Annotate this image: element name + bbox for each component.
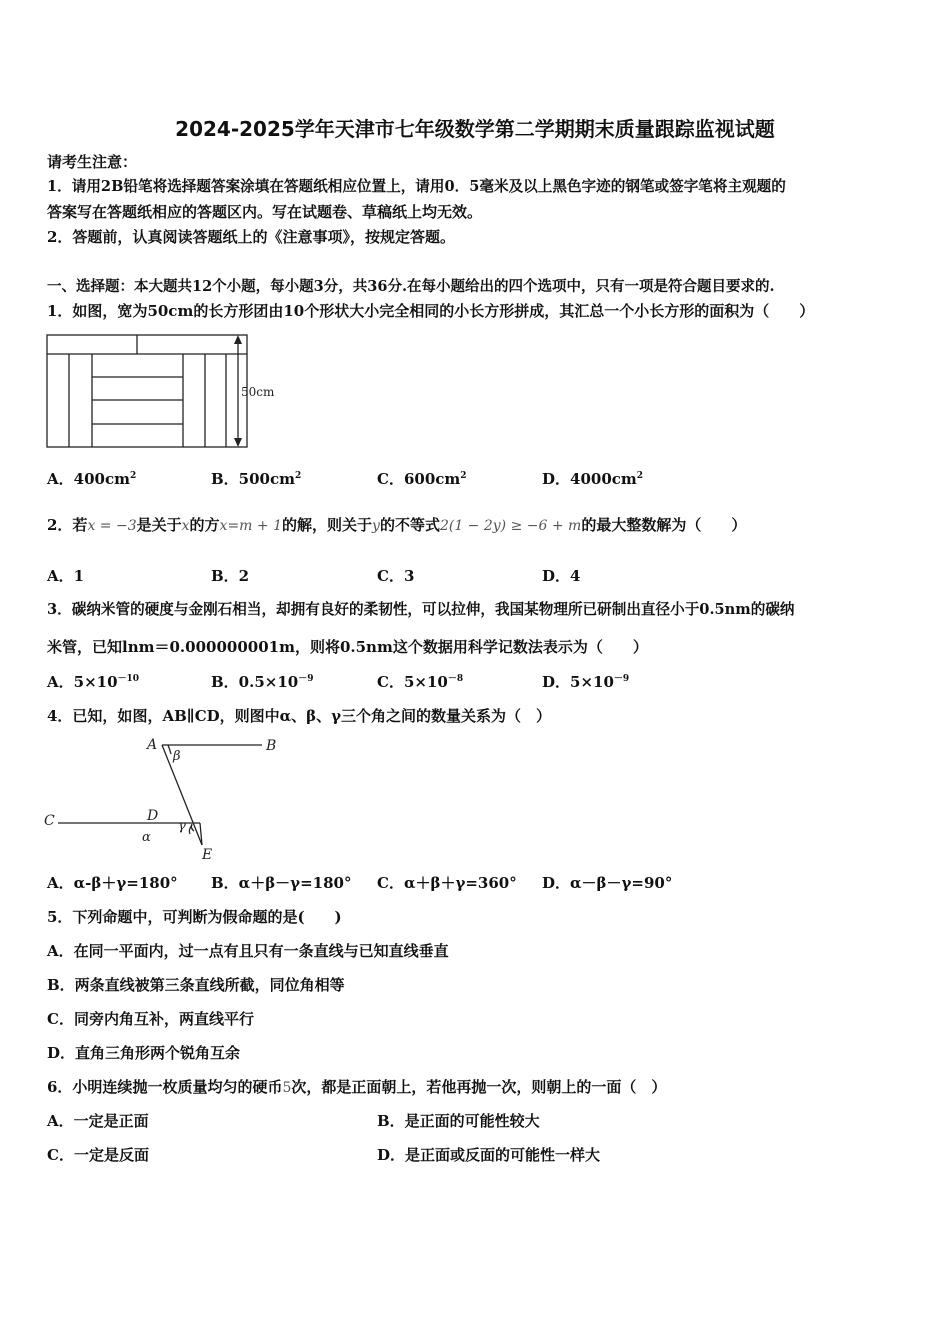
q4-stem: 4．已知，如图，AB∥CD，则图中α、β、γ三个角之间的数量关系为（ ） bbox=[47, 707, 552, 725]
q2-stem: 2．若x = −3是关于x的方x=m + 1的解，则关于y的不等式2(1 − 2y) ≥ −6 + m的最大整数解为（ ） bbox=[47, 516, 747, 534]
q1-option-a[interactable]: A．$400cm^2$ bbox=[47, 470, 137, 488]
notice-line-2: 答案写在答题纸相应的答题区内。写在试题卷、草稿纸上均无效。 bbox=[47, 203, 483, 221]
svg-text:D: D bbox=[147, 808, 159, 824]
page-title: 2024-2025学年天津市七年级数学第二学期期末质量跟踪监视试题 bbox=[175, 117, 775, 141]
q1-rectangle-figure bbox=[40, 330, 290, 455]
notice-heading: 请考生注意： bbox=[47, 153, 138, 171]
q4-parallel-lines-figure bbox=[40, 730, 290, 865]
q6-option-b[interactable]: B．是正面的可能性较大 bbox=[377, 1112, 540, 1130]
svg-text:C: C bbox=[44, 813, 55, 829]
q3-option-d[interactable]: D．$5\times 10^{-9}$ bbox=[542, 673, 630, 691]
svg-text:β: β bbox=[173, 749, 181, 764]
q4-option-c[interactable]: C．α＋β＋γ=360° bbox=[377, 874, 517, 892]
q5-option-b[interactable]: B．两条直线被第三条直线所截，同位角相等 bbox=[47, 976, 345, 994]
svg-text:B: B bbox=[266, 738, 277, 754]
q3-stem-line-2: 米管，已知lnm＝0.000000001m，则将0.5nm这个数据用科学记数法表示为（ ） bbox=[47, 638, 648, 656]
q3-option-b[interactable]: B．$0.5\times 10^{-9}$ bbox=[211, 673, 314, 691]
q1-stem: 1．如图，宽为50cm的长方形团由10个形状大小完全相同的小长方形拼成，其汇总一个小长方形的面积为（ ） bbox=[47, 302, 815, 320]
q2-option-b[interactable]: B．2 bbox=[211, 567, 250, 585]
q2-option-a[interactable]: A．1 bbox=[47, 567, 85, 585]
q1-option-c[interactable]: C．$600cm^2$ bbox=[377, 470, 467, 488]
q6-stem: 6．小明连续抛一枚质量均匀的硬币5次，都是正面朝上，若他再抛一次，则朝上的一面（ ） bbox=[47, 1078, 667, 1096]
section-heading: 一、选择题：本大题共12个小题，每小题3分，共36分.在每小题给出的四个选项中，只有一项是符合题目要求的. bbox=[47, 278, 775, 295]
q2-option-c[interactable]: C．3 bbox=[377, 567, 415, 585]
q1-option-d[interactable]: D．$4000cm^2$ bbox=[542, 470, 644, 488]
q6-option-d[interactable]: D．是正面或反面的可能性一样大 bbox=[377, 1146, 601, 1164]
q2-option-d[interactable]: D．4 bbox=[542, 567, 581, 585]
q3-stem-line-1: 3．碳纳米管的硬度与金刚石相当，却拥有良好的柔韧性，可以拉伸，我国某物理所已研制出直径小于0.5nm的碳纳 bbox=[47, 601, 795, 618]
q4-option-b[interactable]: B．α＋β－γ=180° bbox=[211, 874, 352, 892]
q6-option-c[interactable]: C．一定是反面 bbox=[47, 1146, 149, 1164]
notice-line-3: 2．答题前，认真阅读答题纸上的《注意事项》，按规定答题。 bbox=[47, 228, 455, 246]
q3-option-a[interactable]: A．$5\times 10^{-10}$ bbox=[47, 673, 140, 691]
q5-option-c[interactable]: C．同旁内角互补，两直线平行 bbox=[47, 1010, 254, 1028]
svg-text:A: A bbox=[147, 737, 158, 753]
q5-stem: 5．下列命题中，可判断为假命题的是( ) bbox=[47, 908, 342, 926]
svg-text:E: E bbox=[202, 847, 213, 863]
q5-option-d[interactable]: D．直角三角形两个锐角互余 bbox=[47, 1044, 241, 1062]
q3-option-c[interactable]: C．$5\times 10^{-8}$ bbox=[377, 673, 464, 691]
q4-option-a[interactable]: A．α-β＋γ=180° bbox=[47, 874, 178, 892]
svg-text:γ: γ bbox=[178, 819, 186, 834]
q6-option-a[interactable]: A．一定是正面 bbox=[47, 1112, 149, 1130]
q5-option-a[interactable]: A．在同一平面内，过一点有且只有一条直线与已知直线垂直 bbox=[47, 942, 449, 960]
svg-text:α: α bbox=[142, 830, 151, 845]
q1-option-b[interactable]: B．$500cm^2$ bbox=[211, 470, 302, 488]
notice-line-1: 1．请用2B铅笔将选择题答案涂填在答题纸相应位置上，请用0．5毫米及以上黑色字迹的钢笔或签字笔将主观题的 bbox=[47, 178, 786, 195]
q1-width-label: 50cm bbox=[241, 385, 275, 399]
q4-option-d[interactable]: D．α－β－γ=90° bbox=[542, 874, 673, 892]
